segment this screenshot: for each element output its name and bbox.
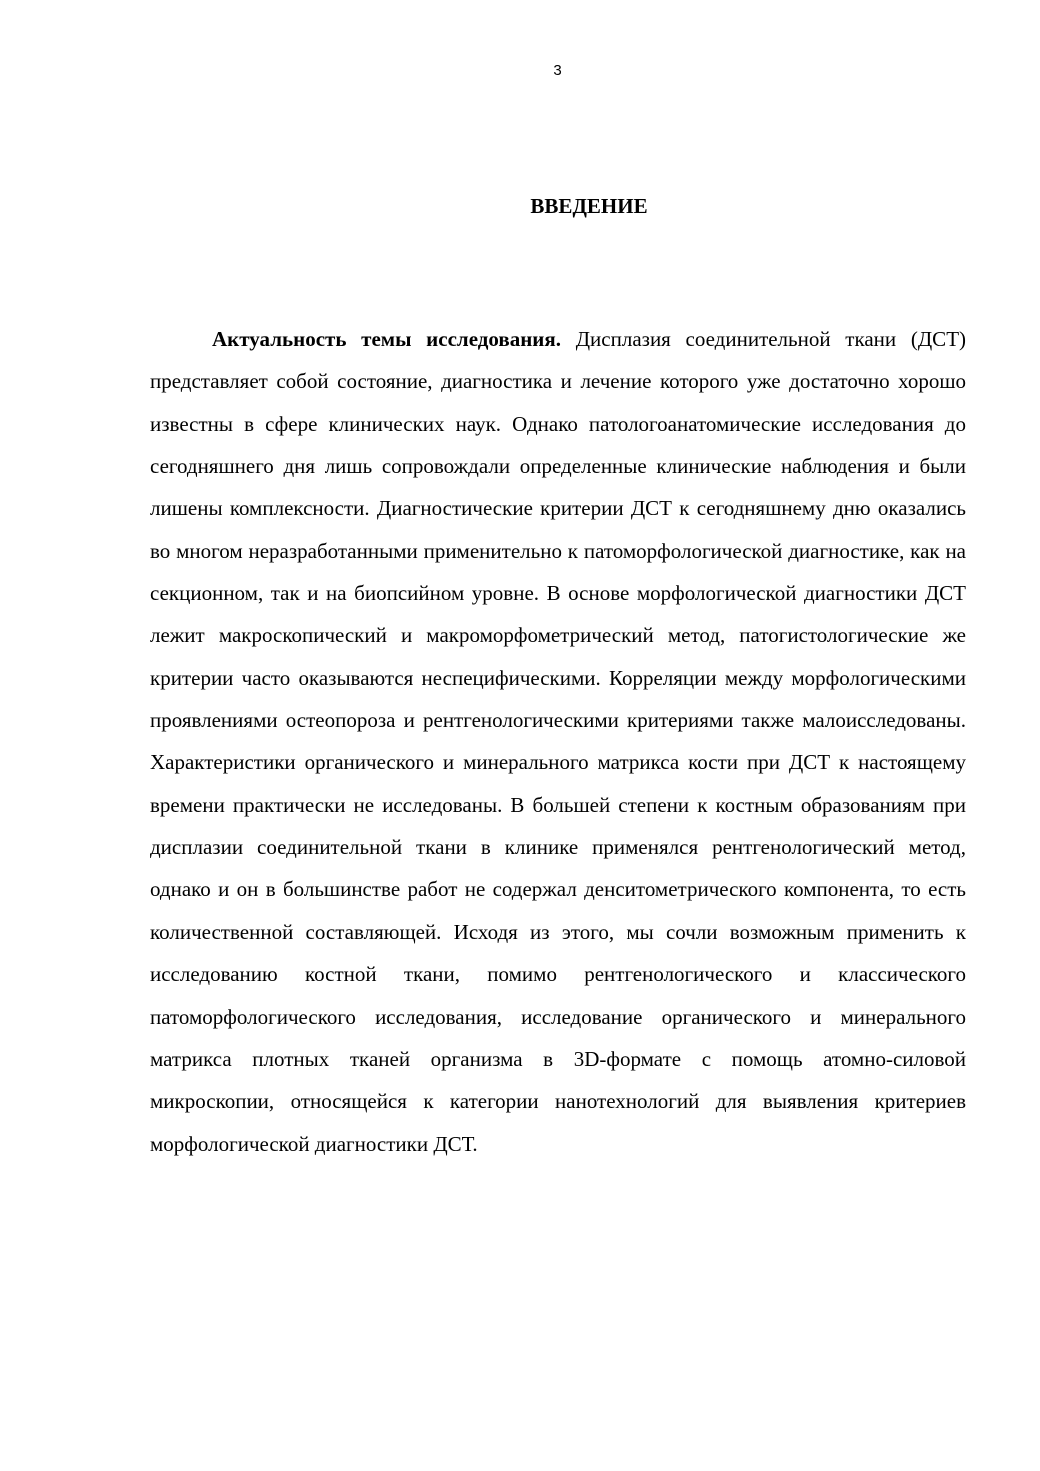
paragraph-lead: Актуальность темы исследования. (212, 327, 562, 351)
body-paragraph (150, 318, 966, 1165)
page-number: 3 (553, 62, 562, 79)
paragraph-text: Дисплазия соединительной ткани (ДСТ) представляет собой состояние, диагностика и лечение которого уже достаточно хорошо известны в сфере клинических наук. Однако патологоанатомические исследования до сегодняшнего дня лишь сопровождали определенные клинические наблюдения и были лишены комплексности. Диагностические критерии ДСТ к сегодняшнему дню оказались во многом неразработанными применительно к патоморфологической диагностике, как на секционном, так и на биопсийном уровне. В основе морфологической диагностики ДСТ лежит макроскопический и макроморфометрический метод, патогистологические же критерии часто оказываются неспецифическими. Корреляции между морфологическими проявлениями остеопороза и рентгенологическими критериями также малоисследованы. Характеристики органического и минерального матрикса кости при ДСТ к настоящему времени практически не исследованы. В большей степени к костным образованиям при дисплазии соединительной ткани в клинике применялся рентгенологический метод, однако и он в большинстве работ не содержал денситометрического компонента, то есть количественной составляющей. Исходя из этого, мы сочли возможным применить к исследованию костной ткани, помимо рентгенологического и классического патоморфологического исследования, исследование органического и минерального матрикса плотных тканей организма в 3D-формате с помощь атомно-силовой микроскопии, относящейся к категории нанотехнологий для выявления критериев морфологической диагностики ДСТ. (150, 327, 967, 1156)
section-heading: ВВЕДЕНИЕ (530, 194, 648, 218)
